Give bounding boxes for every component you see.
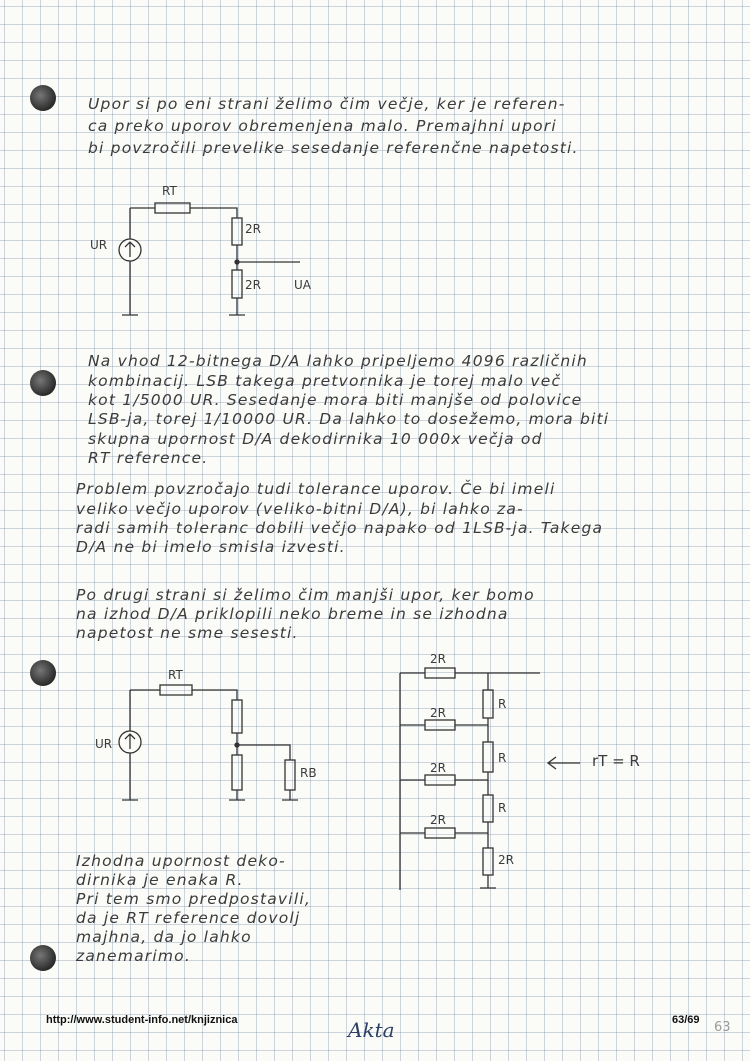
text-line: majhna, da jo lahko	[76, 928, 252, 946]
text-line: RT reference.	[88, 449, 209, 467]
label-2r: 2R	[430, 813, 446, 827]
label-note: rT = R	[592, 752, 640, 770]
label-rt: RT	[168, 668, 183, 682]
label-2r: 2R	[430, 652, 446, 666]
label-load: RB	[300, 766, 317, 780]
label-rt: RT	[162, 184, 177, 198]
label-2r: 2R	[430, 706, 446, 720]
handwritten-page-number: 63	[714, 1020, 731, 1035]
label-2r-bottom: 2R	[498, 853, 514, 867]
label-r: R	[498, 697, 507, 711]
text-line: kombinacij. LSB takega pretvornika je torej malo več	[88, 372, 562, 390]
circuit-3-ladder	[400, 668, 580, 890]
label-2r: 2R	[430, 761, 446, 775]
label-source: UR	[90, 238, 108, 252]
text-line: Problem povzročajo tudi tolerance uporov. Če bi imeli	[76, 480, 556, 498]
footer-url-link[interactable]: http://www.student-info.net/knjiznica	[46, 1014, 238, 1026]
text-line: Izhodna upornost deko-	[76, 852, 286, 870]
text-line: radi samih toleranc dobili večjo napako od 1LSB-ja. Takega	[76, 519, 604, 537]
label-upper: 2R	[245, 222, 261, 236]
text-line: Na vhod 12-bitnega D/A lahko pripeljemo 4096 različnih	[88, 352, 588, 370]
arrow-left-icon	[548, 757, 580, 769]
text-line: Upor si po eni strani želimo čim večje, ker je referen-	[88, 95, 566, 113]
text-line: ca preko uporov obremenjena malo. Premajhni upori	[88, 117, 557, 135]
circuit-2	[119, 685, 298, 800]
text-line: zanemarimo.	[76, 947, 191, 965]
label-source: UR	[95, 737, 113, 751]
page-number: 63/69	[672, 1014, 700, 1026]
text-line: LSB-ja, torej 1/10000 UR. Da lahko to dosežemo, mora biti	[88, 410, 610, 428]
label-r: R	[498, 751, 507, 765]
text-line: kot 1/5000 UR. Sesedanje mora biti manjše od polovice	[88, 391, 583, 409]
text-line: dirnika je enaka R.	[76, 871, 244, 889]
akta-logo: Akta	[348, 1018, 395, 1042]
text-line: napetost ne sme sesesti.	[76, 624, 299, 642]
label-lower: 2R	[245, 278, 261, 292]
text-line: skupna upornost D/A dekodirnika 10 000x večja od	[88, 430, 543, 448]
text-line: da je RT reference dovolj	[76, 909, 301, 927]
text-line: na izhod D/A priklopili neko breme in se izhodna	[76, 605, 509, 623]
text-line: Po drugi strani si želimo čim manjši upor, ker bomo	[76, 586, 535, 604]
text-line: bi povzročili prevelike sesedanje referenčne napetosti.	[88, 139, 579, 157]
label-output: UA	[294, 278, 311, 292]
label-r: R	[498, 801, 507, 815]
text-line: veliko večjo uporov (veliko-bitni D/A), bi lahko za-	[76, 500, 524, 518]
text-line: D/A ne bi imelo smisla izvesti.	[76, 538, 346, 556]
circuit-1	[119, 203, 300, 315]
text-line: Pri tem smo predpostavili,	[76, 890, 311, 908]
